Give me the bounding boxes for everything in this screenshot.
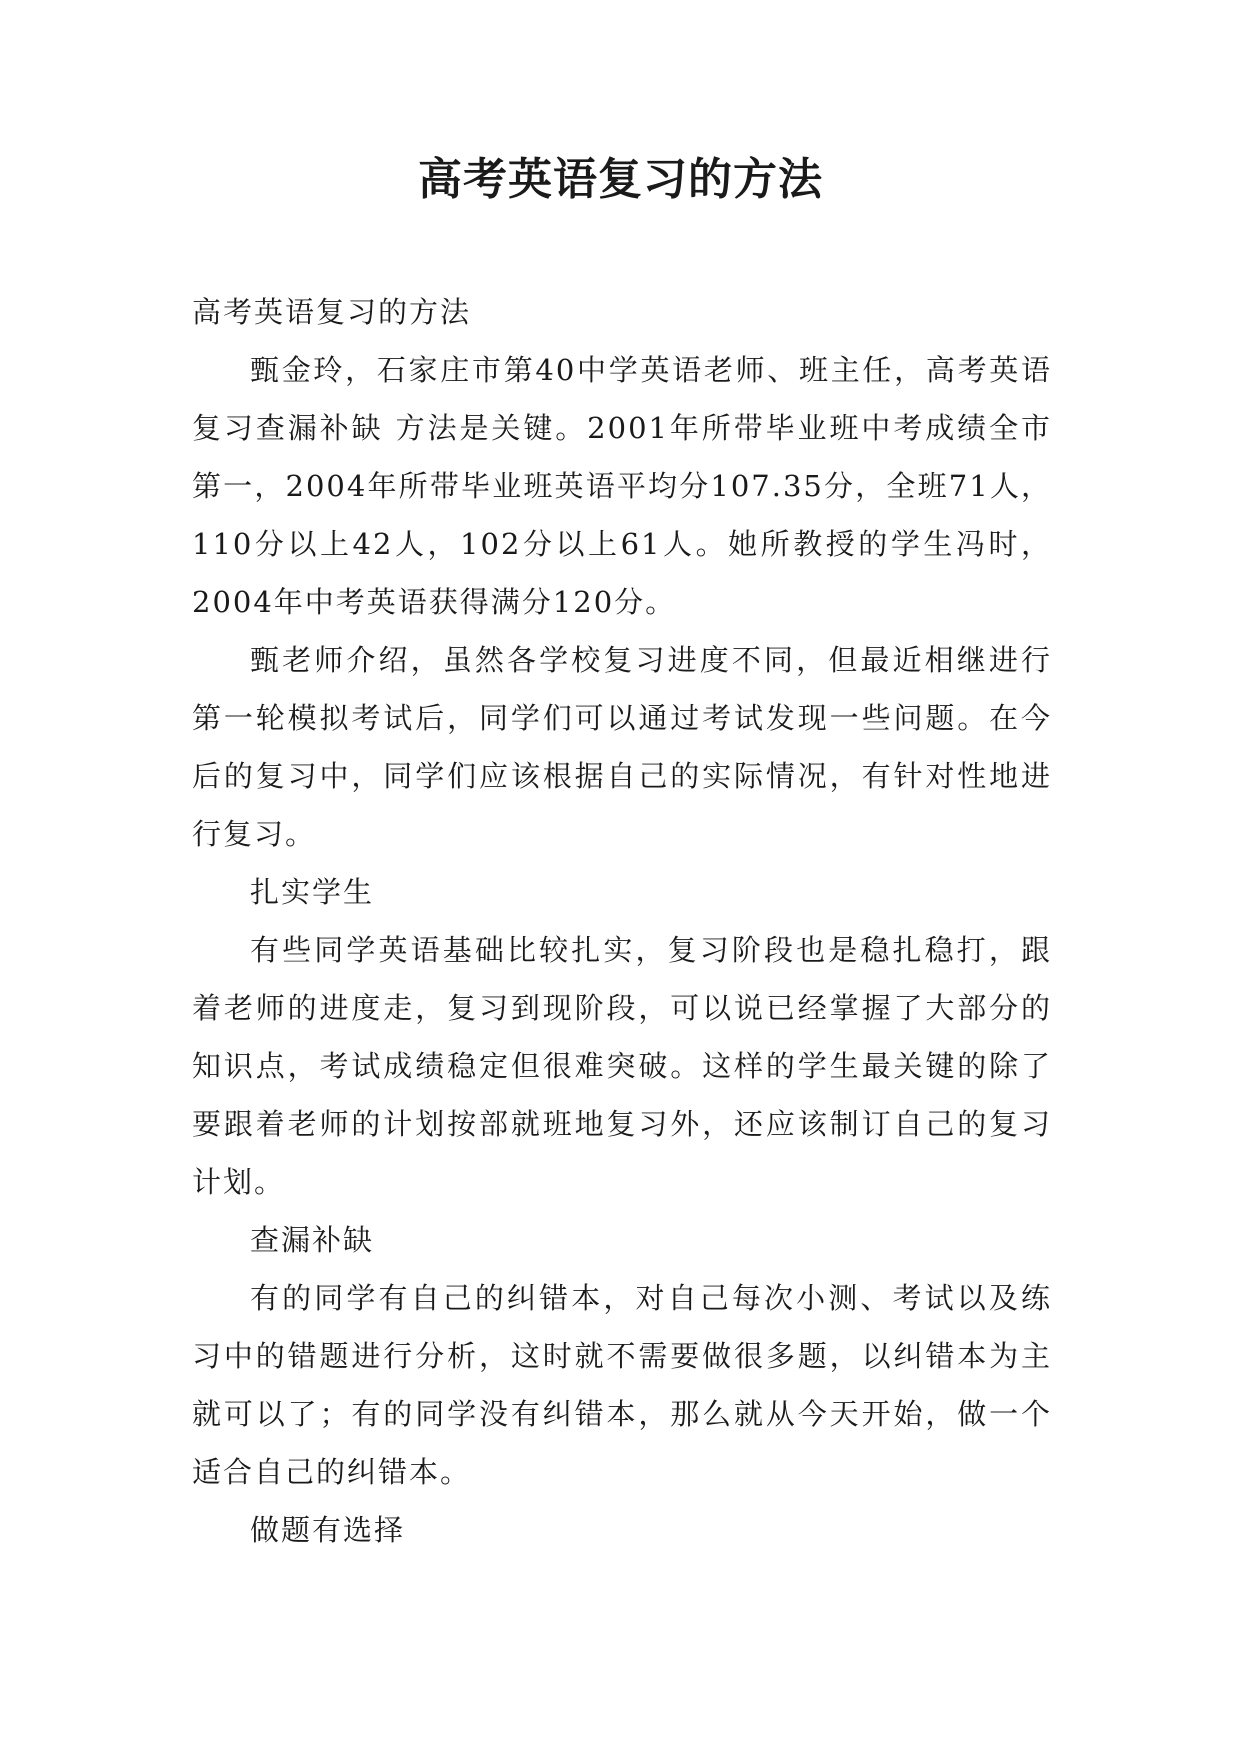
intro-paragraph: 甄金玲，石家庄市第40中学英语老师、班主任，高考英语复习查漏补缺 方法是关键。2001年所带毕业班中考成绩全市第一，2004年所带毕业班英语平均分107.35分，全班71人，110分以上42人，102分以上61人。她所教授的学生冯时，2004年中考英语获得满分120分。 bbox=[192, 353, 1052, 619]
section-heading-fill-gaps: 查漏补缺 bbox=[250, 1223, 375, 1257]
section-heading-solid-students: 扎实学生 bbox=[250, 875, 375, 909]
fill-gaps-paragraph: 有的同学有自己的纠错本，对自己每次小测、考试以及练习中的错题进行分析，这时就不需要做很多题，以纠错本为主就可以了；有的同学没有纠错本，那么就从今天开始，做一个适合自己的纠错本。 bbox=[192, 1281, 1052, 1489]
section-heading-selective-practice: 做题有选择 bbox=[250, 1513, 406, 1547]
subtitle-paragraph: 高考英语复习的方法 bbox=[192, 295, 472, 329]
solid-students-paragraph: 有些同学英语基础比较扎实，复习阶段也是稳扎稳打，跟着老师的进度走，复习到现阶段，可以说已经掌握了大部分的知识点，考试成绩稳定但很难突破。这样的学生最关键的除了要跟着老师的计划按部就班地复习外，还应该制订自己的复习计划。 bbox=[192, 933, 1052, 1199]
overview-paragraph: 甄老师介绍，虽然各学校复习进度不同，但最近相继进行第一轮模拟考试后，同学们可以通过考试发现一些问题。在今后的复习中，同学们应该根据自己的实际情况，有针对性地进行复习。 bbox=[192, 643, 1052, 851]
document-title: 高考英语复习的方法 bbox=[418, 154, 823, 205]
document-body bbox=[192, 283, 1052, 1559]
